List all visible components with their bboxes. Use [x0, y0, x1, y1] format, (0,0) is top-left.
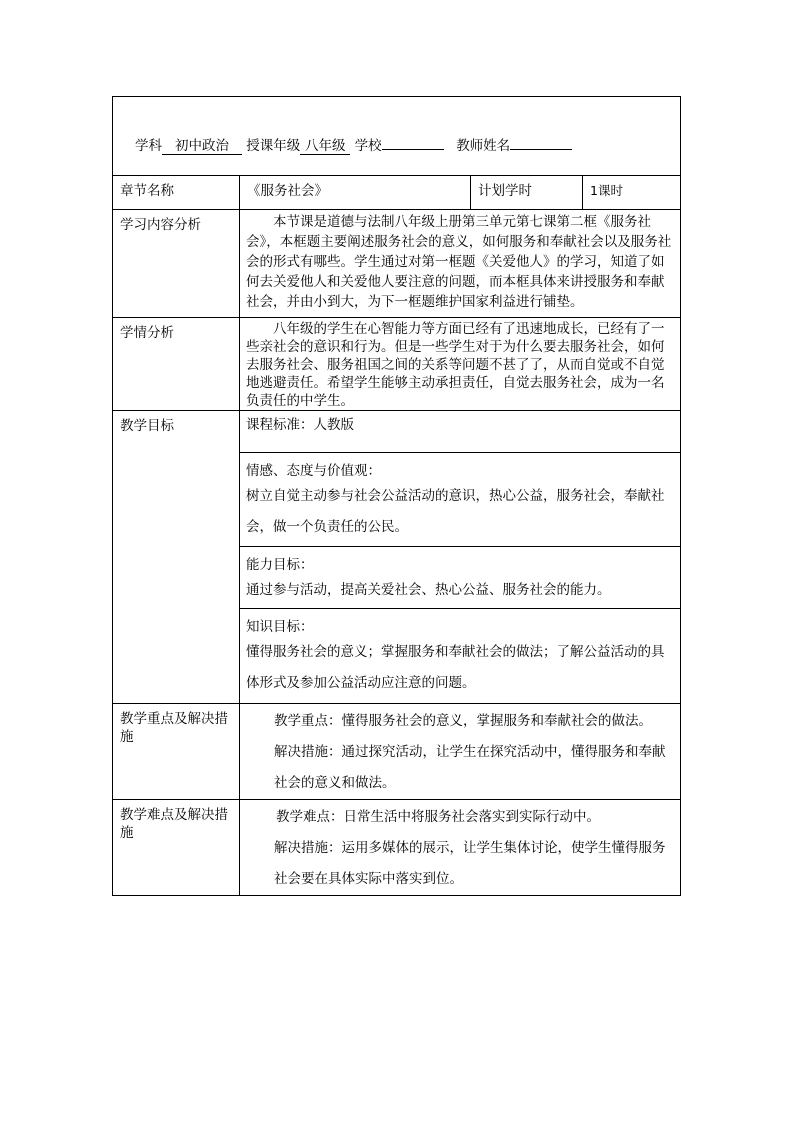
hours-value: 1课时: [590, 183, 623, 198]
header-row: [113, 97, 681, 176]
hours-label: 计划学时: [478, 183, 532, 199]
content-analysis-text-cell: [240, 210, 681, 318]
lesson-plan-table: [112, 96, 681, 896]
chapter-row: [113, 176, 681, 210]
chapter-value-cell: [240, 176, 471, 210]
content-analysis-label: 学习内容分析: [120, 217, 201, 233]
emotion-text: 树立自觉主动参与社会公益活动的意识，热心公益，服务社会，奉献社会，做一个负责任的公民。: [246, 488, 665, 535]
key-point-text: 教学重点：懂得服务社会的意义，掌握服务和奉献社会的做法。: [274, 713, 652, 729]
teacher-field[interactable]: [510, 149, 572, 150]
difficulties-label-cell: [113, 800, 240, 896]
school-label: 学校: [354, 138, 382, 154]
key-points-row: [113, 704, 681, 800]
objectives-standard-row: [113, 411, 681, 453]
hours-value-cell: [583, 176, 681, 210]
difficulties-row: [113, 800, 681, 896]
objectives-emotion-cell: [240, 453, 681, 547]
emotion-title: 情感、态度与价值观：: [246, 463, 381, 479]
difficulties-label: 教学难点及解决措施: [120, 807, 228, 841]
header-line: [113, 134, 680, 155]
key-points-label-cell: [113, 704, 240, 800]
hours-label-cell: [471, 176, 583, 210]
ability-text: 通过参与活动，提高关爱社会、热心公益、服务社会的能力。: [246, 582, 611, 598]
student-analysis-text-cell: [240, 318, 681, 411]
grade-field[interactable]: 八年级: [300, 139, 350, 155]
difficulty-measure: 解决措施：运用多媒体的展示，让学生集体讨论，使学生懂得服务社会要在具体实际中落实到位。: [274, 840, 666, 887]
knowledge-text: 懂得服务社会的意义；掌握服务和奉献社会的做法；了解公益活动的具体形式及参加公益活动应注意的问题。: [246, 644, 665, 691]
grade-label: 授课年级: [246, 138, 301, 154]
knowledge-title: 知识目标：: [246, 619, 314, 635]
objectives-knowledge-cell: [240, 609, 681, 704]
key-points-label: 教学重点及解决措施: [120, 711, 228, 745]
content-analysis-row: [113, 210, 681, 318]
teacher-label: 教师姓名: [456, 138, 511, 154]
student-analysis-row: [113, 318, 681, 411]
difficulties-text-cell: [240, 800, 681, 896]
subject-label: 学科: [135, 138, 162, 154]
chapter-label-cell: [113, 176, 240, 210]
key-point-measure: 解决措施：通过探究活动，让学生在探究活动中，懂得服务和奉献社会的意义和做法。: [274, 744, 666, 791]
student-analysis-label: 学情分析: [120, 325, 174, 341]
content-analysis-label-cell: [113, 210, 240, 318]
difficulty-text: 教学难点：日常生活中将服务社会落实到实际行动中。: [276, 809, 600, 825]
content-analysis-text: 本节课是道德与法制八年级上册第三单元第七课第二框《服务社会》，本框题主要阐述服务社会的意义，如何服务和奉献社会以及服务社会的形式有哪些。学生通过对第一框题《关爱他人》的学习，知道了如何去关爱他人和关爱他人要注意的问题，而本框具体来讲授服务和奉献社会，并由小到大，为下一框题维护国家利益进行铺垫。: [246, 214, 672, 310]
ability-title: 能力目标：: [246, 557, 314, 573]
header-cell: [113, 97, 681, 176]
key-points-text-cell: [240, 704, 681, 800]
objectives-ability-cell: [240, 547, 681, 609]
course-standard: 课程标准：人教版: [246, 417, 354, 433]
chapter-label: 章节名称: [120, 183, 174, 199]
school-field[interactable]: [382, 149, 444, 150]
subject-field[interactable]: 初中政治: [162, 139, 242, 155]
student-analysis-label-cell: [113, 318, 240, 411]
chapter-value: 《服务社会》: [247, 183, 328, 199]
objectives-label-cell: [113, 411, 240, 704]
student-analysis-text: 八年级的学生在心智能力等方面已经有了迅速地成长，已经有了一些亲社会的意识和行为。但是一些学生对于为什么要去服务社会，如何去服务社会、服务祖国之间的关系等问题不甚了了，从而自觉或不自觉地逃避责任。希望学生能够主动承担责任，自觉去服务社会，成为一名负责任的中学生。: [246, 321, 665, 409]
lesson-plan-sheet: [112, 96, 680, 896]
objectives-standard-cell: [240, 411, 681, 453]
objectives-label: 教学目标: [120, 418, 174, 434]
